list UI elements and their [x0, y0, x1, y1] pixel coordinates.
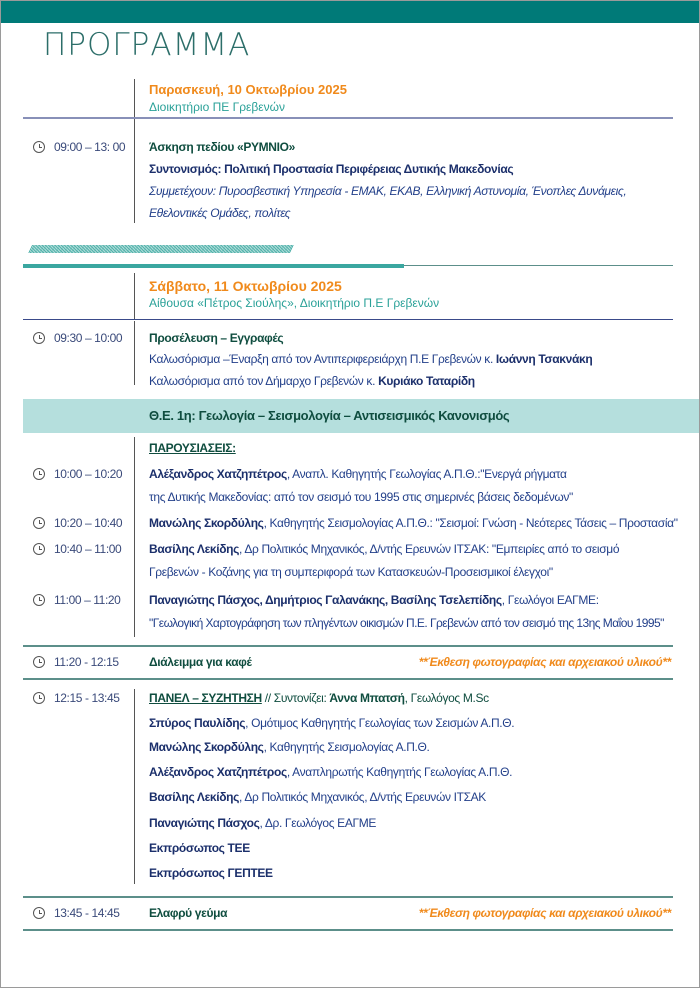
panel-member: [149, 840, 250, 856]
panel-member: [149, 815, 376, 831]
member-name: Μανώλης Σκορδύλης: [149, 740, 264, 754]
divider: [404, 265, 673, 266]
divider: [23, 896, 673, 898]
clock-icon: [33, 692, 45, 704]
presentation-text: , Γεωλόγοι ΕΑΓΜΕ:: [501, 593, 599, 607]
presentation-time: [33, 515, 122, 531]
panel-member: [149, 764, 512, 780]
member-name: Βασίλης Λεκίδης: [149, 790, 240, 804]
exhibition-note: **Έκθεση φωτογραφίας και αρχειακού υλικού**: [418, 655, 671, 669]
welcome-line: [149, 351, 592, 367]
divider: [23, 678, 673, 680]
divider-accent: [23, 264, 404, 268]
lunch-title: Ελαφρύ γεύμα: [149, 906, 228, 920]
divider-vertical: [134, 79, 135, 117]
speaker-name: Βασίλης Λεκίδης: [149, 542, 240, 556]
clock-icon: [33, 594, 45, 606]
presentation-text: της Δυτικής Μακεδονίας: από τον σεισμό του 1995 στις σημερινές βάσεις δεδομένων": [149, 490, 573, 504]
session-participants: Εθελοντικές Ομάδες, πολίτες: [149, 206, 291, 220]
speaker-name: Ιωάννη Τσακνάκη: [495, 352, 593, 366]
welcome-line: [149, 373, 475, 389]
speaker-name: Μανώλης Σκορδύλης: [149, 516, 264, 530]
clock-icon: [33, 141, 45, 153]
divider-vertical: [134, 273, 135, 319]
member-name: Εκπρόσωπος ΤΕΕ: [149, 841, 250, 855]
slash-divider: ////////////////////////////////////////////////////////////////////////////////////////////////////////////////////////////////////////////////////////////////////////////////////: [29, 244, 292, 256]
presentations-label: ΠΑΡΟΥΣΙΑΣΕΙΣ:: [149, 441, 236, 455]
clock-icon: [33, 656, 45, 668]
time-label: 10:00 – 10:20: [54, 467, 123, 481]
time-label: 10:20 – 10:40: [54, 516, 123, 530]
member-role: , Καθηγητής Σεισμολογίας Α.Π.Θ.: [263, 740, 430, 754]
session-time: [33, 139, 125, 155]
divider-vertical: [134, 689, 135, 884]
presentation: [149, 466, 567, 482]
welcome-text: Καλωσόρισμα από τον Δήμαρχο Γρεβενών κ.: [149, 374, 379, 388]
clock-icon: [33, 907, 45, 919]
page-title: ΠΡΟΓΡΑΜΜΑ: [43, 27, 251, 63]
divider-vertical: [134, 119, 135, 223]
panel-time: [33, 690, 120, 706]
panel-member: [149, 715, 514, 731]
time-label: 12:15 - 13:45: [54, 691, 120, 705]
divider: [23, 117, 673, 119]
time-label: 09:00 – 13: 00: [54, 140, 126, 154]
member-name: Σπύρος Παυλίδης: [149, 716, 246, 730]
moderator-role: , Γεωλόγος M.Sc: [404, 691, 489, 705]
time-label: 11:20 - 12:15: [54, 655, 119, 669]
member-role: , Ομότιμος Καθηγητής Γεωλογίας των Σεισμών Α.Π.Θ.: [245, 716, 515, 730]
moderator-name: Άννα Μπατσή: [329, 691, 405, 705]
divider-vertical: [134, 321, 135, 385]
header-bar: [1, 1, 700, 23]
member-name: Παναγιώτης Πάσχος: [149, 816, 260, 830]
divider: [23, 929, 673, 931]
time-label: 09:30 – 10:00: [54, 331, 123, 345]
day1-venue: Διοικητήριο ΠΕ Γρεβενών: [149, 100, 286, 114]
break-title: Διάλειμμα για καφέ: [149, 655, 252, 669]
presentation-text: "Γεωλογική Χαρτογράφηση των πληγέντων οικισμών Π.Ε. Γρεβενών από τον σεισμό της 13ης Μαΐου 1995": [149, 616, 664, 630]
presentation: [149, 515, 678, 531]
presentation-text: , Αναπλ. Καθηγητής Γεωλογίας Α.Π.Θ.:"Ενεργά ρήγματα: [286, 467, 567, 481]
member-name: Εκπρόσωπος ΓΕΠΤΕΕ: [149, 866, 273, 880]
presentation-time: [33, 541, 121, 557]
clock-icon: [33, 468, 45, 480]
panel-member: [149, 865, 273, 881]
member-role: , Δρ Πολιτικός Μηχανικός, Δ/ντής Ερευνών ΙΤΣΑΚ: [239, 790, 486, 804]
divider-vertical: [134, 437, 135, 637]
clock-icon: [33, 543, 45, 555]
panel-label: ΠΑΝΕΛ – ΣΥΖΗΤΗΣΗ: [149, 691, 262, 705]
lunch-time: [33, 905, 120, 921]
welcome-text: Καλωσόρισμα –Έναρξη από τον Αντιπεριφερειάρχη Π.Ε Γρεβενών κ.: [149, 352, 496, 366]
speaker-name: Κυριάκο Ταταρίδη: [378, 374, 475, 388]
day2-date: Σάββατο, 11 Οκτωβρίου 2025: [149, 278, 342, 294]
divider: [23, 645, 673, 647]
clock-icon: [33, 517, 45, 529]
panel-member: [149, 789, 486, 805]
presentation-time: [33, 592, 120, 608]
presentation-time: [33, 466, 122, 482]
time-label: 13:45 - 14:45: [54, 906, 120, 920]
presentation: [149, 592, 599, 608]
day1-date: Παρασκευή, 10 Οκτωβρίου 2025: [149, 82, 347, 97]
break-time: [33, 654, 119, 670]
theme-title: Θ.Ε. 1η: Γεωλογία – Σεισμολογία – Αντισεισμικός Κανονισμός: [149, 408, 510, 423]
panel-header: [149, 690, 489, 706]
session-coordination: Συντονισμός: Πολιτική Προστασία Περιφέρειας Δυτικής Μακεδονίας: [149, 162, 514, 176]
day2-venue: Αίθουσα «Πέτρος Σιούλης», Διοικητήριο Π.Ε Γρεβενών: [149, 296, 440, 310]
exhibition-note: **Έκθεση φωτογραφίας και αρχειακού υλικού**: [418, 906, 671, 920]
member-role: , Αναπληρωτής Καθηγητής Γεωλογίας Α.Π.Θ.: [286, 765, 513, 779]
time-label: 11:00 – 11:20: [54, 593, 121, 607]
session-time: [33, 330, 122, 346]
speaker-name: Παναγιώτης Πάσχος, Δημήτριος Γαλανάκης, Βασίλης Τσελεπίδης: [149, 593, 502, 607]
presentation: [149, 541, 619, 557]
panel-member: [149, 739, 430, 755]
moderator-prefix: // Συντονίζει:: [261, 691, 330, 705]
presentation-text: , Δρ Πολιτικός Μηχανικός, Δ/ντής Ερευνών ΙΤΣΑΚ: "Εμπειρίες από το σεισμό: [239, 542, 620, 556]
session-title: Άσκηση πεδίου «ΡΥΜΝΙΟ»: [149, 140, 295, 154]
speaker-name: Αλέξανδρος Χατζηπέτρος: [149, 467, 287, 481]
member-role: , Δρ. Γεωλόγος ΕΑΓΜΕ: [259, 816, 377, 830]
session-participants: Συμμετέχουν: Πυροσβεστική Υπηρεσία - ΕΜΑΚ, ΕΚΑΒ, Ελληνική Αστυνομία, Ένοπλες Δυνάμεις,: [149, 184, 627, 198]
clock-icon: [33, 332, 45, 344]
presentation-text: Γρεβενών - Κοζάνης για τη συμπεριφορά των Κατασκευών-Προσεισμικοί έλεγχοι": [149, 565, 553, 579]
member-name: Αλέξανδρος Χατζηπέτρος: [149, 765, 287, 779]
time-label: 10:40 – 11:00: [54, 542, 122, 556]
registration-title: Προσέλευση – Εγγραφές: [149, 331, 284, 345]
divider: [23, 319, 673, 320]
presentation-text: , Καθηγητής Σεισμολογίας Α.Π.Θ.: "Σεισμοί: Γνώση - Νεότερες Τάσεις – Προστασία": [263, 516, 678, 530]
